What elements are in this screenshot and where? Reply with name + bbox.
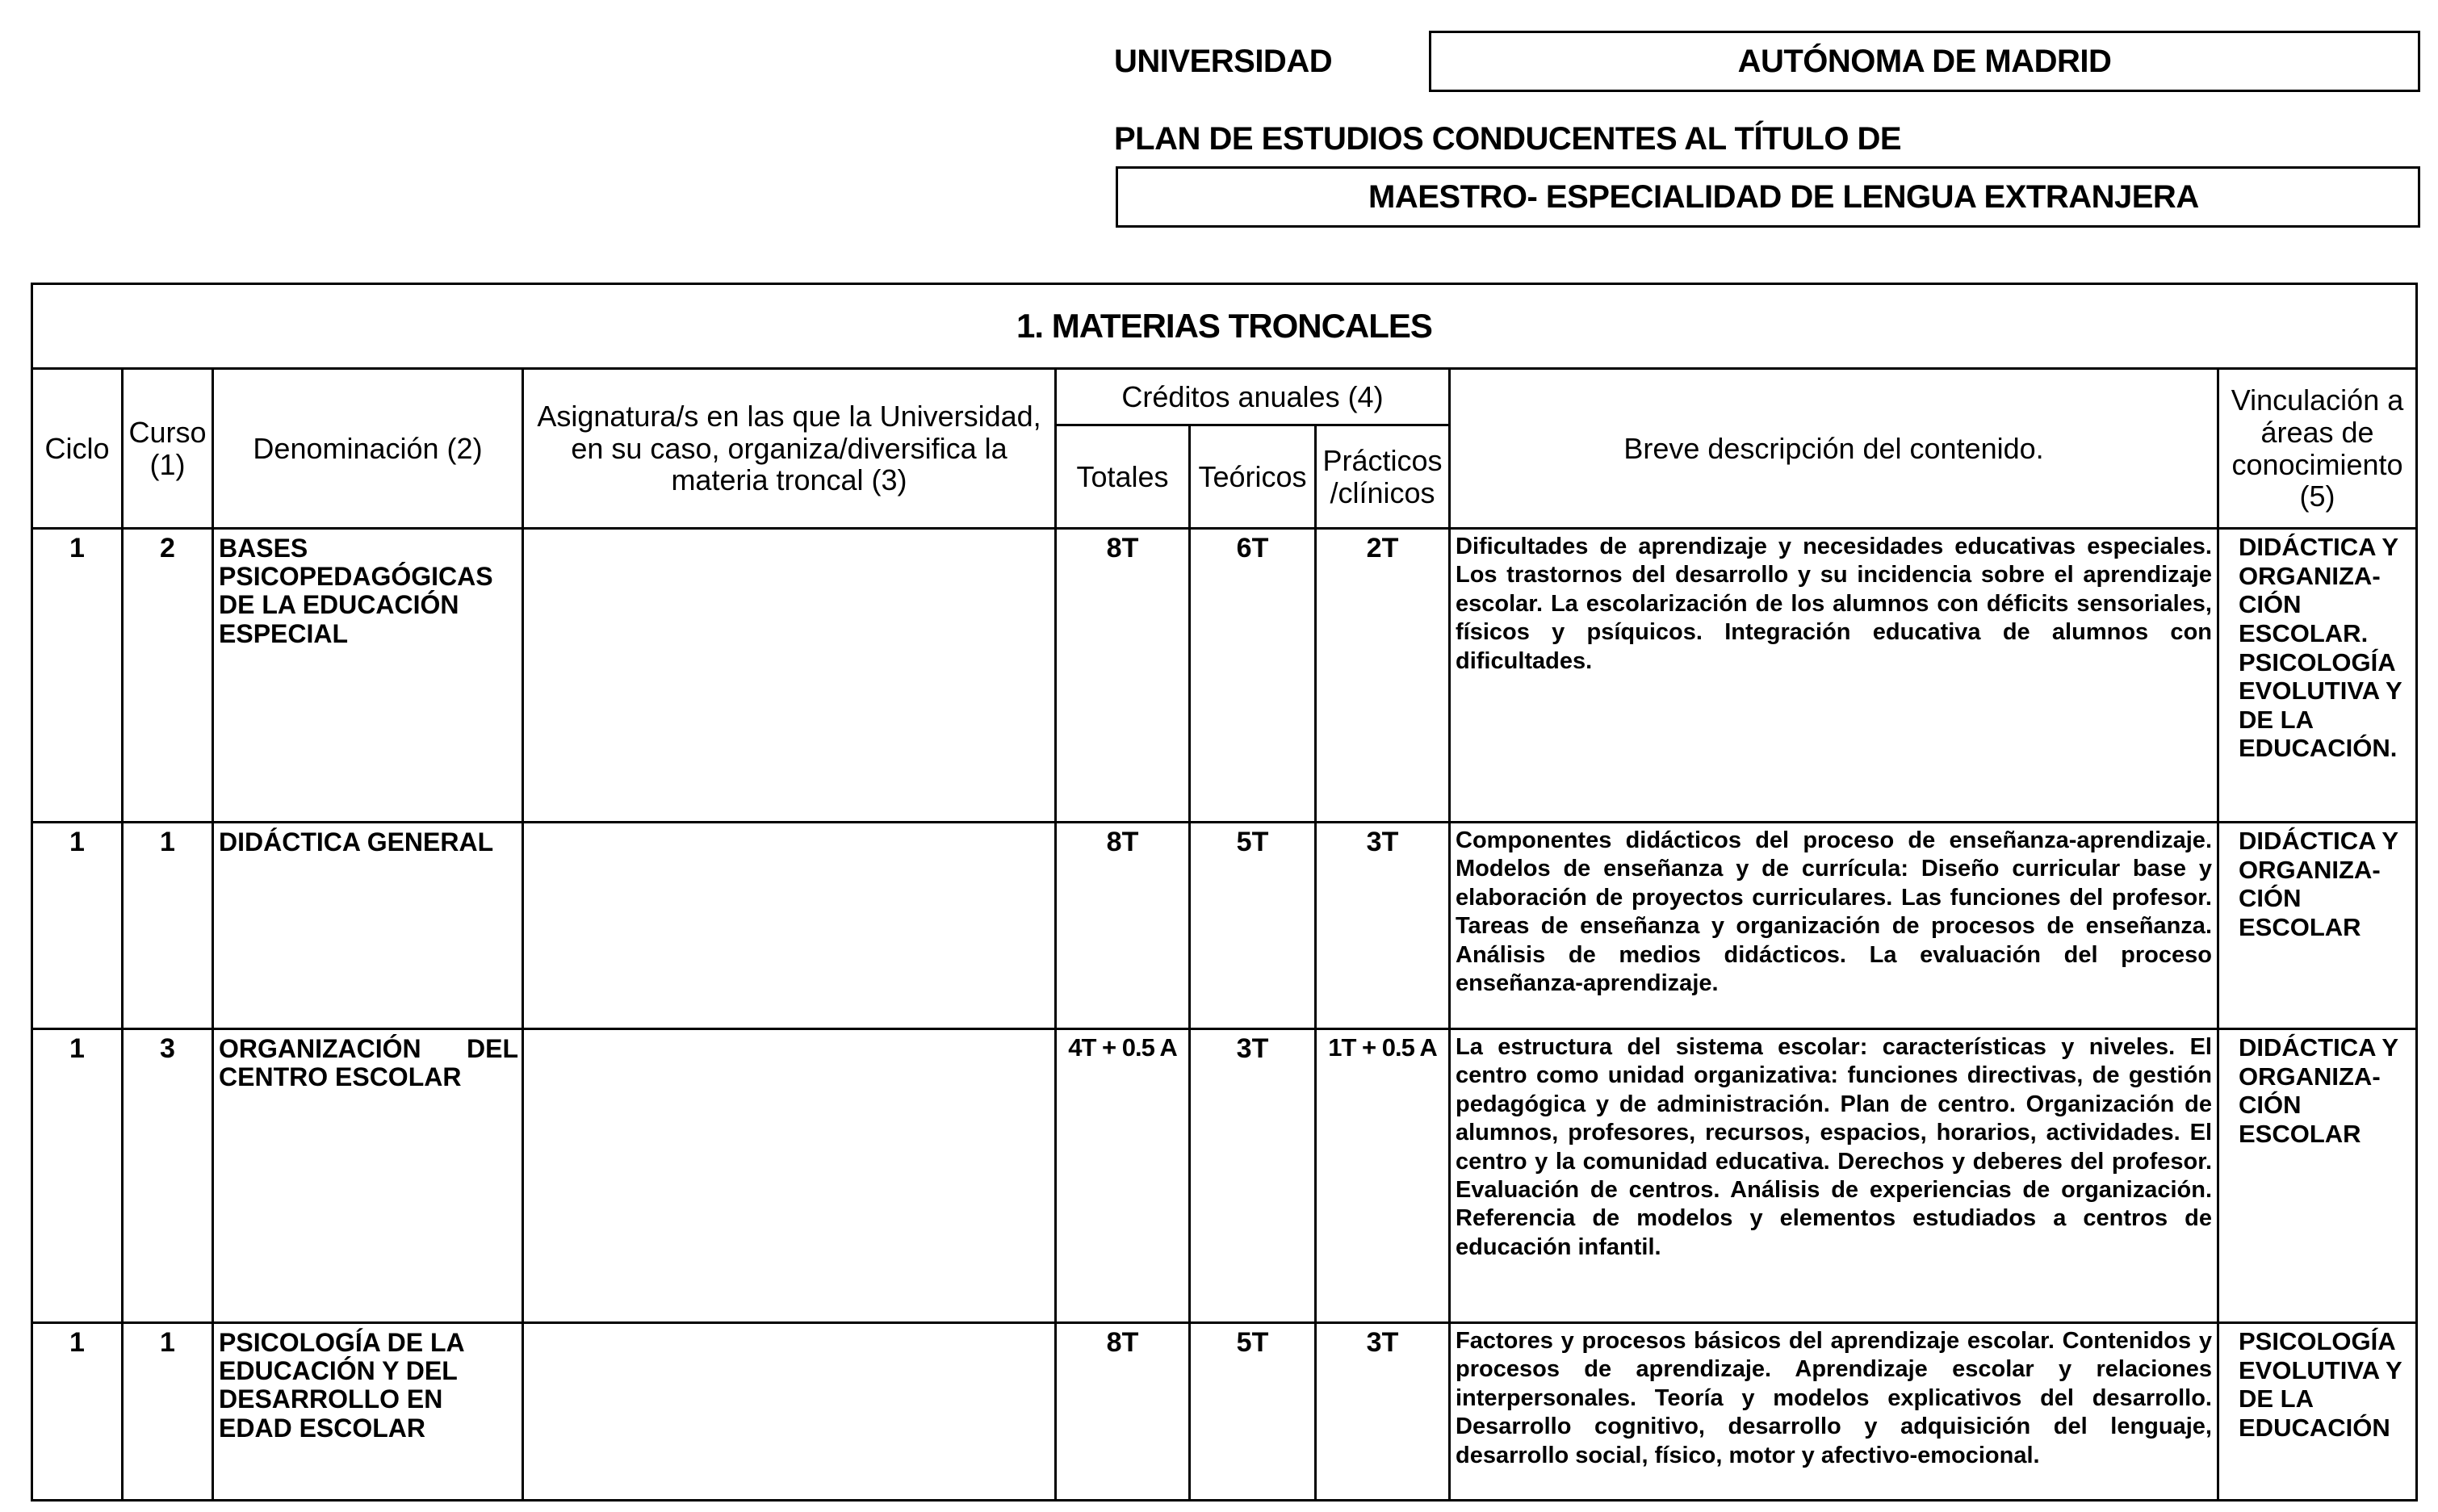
cell-practicos: 3T (1316, 1323, 1450, 1501)
cell-vinculacion: DIDÁCTICA Y ORGANIZA-CIÓN ESCOLAR (2218, 1029, 2417, 1323)
cell-descripcion: Factores y procesos básicos del aprendizaje escolar. Contenidos y procesos de aprendizaje. Aprendizaje escolar y relaciones interpersonales. Teoría y modelos explicativos del desarrollo. Desarrollo cognitivo, desarrollo y adquisición del lenguaje, desarrollo social, físico, motor y afectivo-emocional. (1450, 1323, 2218, 1501)
col-header-ciclo: Ciclo (32, 369, 123, 529)
cell-ciclo: 1 (32, 529, 123, 823)
cell-asignatura (523, 823, 1056, 1029)
col-header-vinculacion: Vinculación a áreas de conocimiento (5) (2218, 369, 2417, 529)
cell-descripcion: Componentes didácticos del proceso de enseñanza-aprendizaje. Modelos de enseñanza y de currícula: Diseño curricular base y elaboración de proyectos curriculares. Las funciones del profesor. Tareas de enseñanza y organización de procesos de enseñanza. Análisis de medios didácticos. La evaluación del proceso enseñanza-aprendizaje. (1450, 823, 2218, 1029)
cell-descripcion: Dificultades de aprendizaje y necesidades educativas especiales. Los trastornos del desarrollo y su incidencia sobre el aprendizaje escolar. La escolarización de los alumnos con déficits sensoriales, físicos y psíquicos. Integración educativa de alumnos con dificultades. (1450, 529, 2218, 823)
col-header-descripcion: Breve descripción del contenido. (1450, 369, 2218, 529)
col-header-totales: Totales (1056, 425, 1190, 529)
col-header-curso: Curso (1) (123, 369, 213, 529)
cell-ciclo: 1 (32, 1029, 123, 1323)
cell-denominacion: PSICOLOGÍA DE LA EDUCACIÓN Y DEL DESARROLLO EN EDAD ESCOLAR (213, 1323, 523, 1501)
cell-vinculacion: PSICOLOGÍA EVOLUTIVA Y DE LA EDUCACIÓN (2218, 1323, 2417, 1501)
degree-name-box: MAESTRO- ESPECIALIDAD DE LENGUA EXTRANJERA (1116, 166, 2420, 228)
cell-practicos: 3T (1316, 823, 1450, 1029)
col-header-asignatura: Asignatura/s en las que la Universidad, en su caso, organiza/diversifica la materia troncal (3) (523, 369, 1056, 529)
university-name-box: AUTÓNOMA DE MADRID (1429, 31, 2420, 92)
cell-practicos: 1T + 0.5 A (1316, 1029, 1450, 1323)
cell-ciclo: 1 (32, 823, 123, 1029)
col-header-denominacion: Denominación (2) (213, 369, 523, 529)
col-header-teoricos: Teóricos (1190, 425, 1316, 529)
cell-asignatura (523, 1029, 1056, 1323)
col-header-creditos: Créditos anuales (4) (1056, 369, 1450, 425)
cell-teoricos: 5T (1190, 1323, 1316, 1501)
materias-troncales-table (31, 283, 2418, 1502)
cell-curso: 1 (123, 1323, 213, 1501)
cell-denominacion: ORGANIZACIÓN DEL CENTRO ESCOLAR (213, 1029, 523, 1323)
cell-ciclo: 1 (32, 1323, 123, 1501)
table-title: 1. MATERIAS TRONCALES (32, 284, 2417, 369)
cell-asignatura (523, 529, 1056, 823)
cell-teoricos: 3T (1190, 1029, 1316, 1323)
cell-totales: 8T (1056, 529, 1190, 823)
cell-totales: 8T (1056, 1323, 1190, 1501)
table-row (32, 1029, 2417, 1323)
cell-vinculacion: DIDÁCTICA Y ORGANIZA-CIÓN ESCOLAR. PSICOLOGÍA EVOLUTIVA Y DE LA EDUCACIÓN. (2218, 529, 2417, 823)
cell-descripcion: La estructura del sistema escolar: características y niveles. El centro como unidad organizativa: funciones directivas, de gestión pedagógica y de administración. Plan de centro. Organización de alumnos, profesores, recursos, espacios, horarios, actividades. El centro y la comunidad educativa. Derechos y deberes del profesor. Evaluación de centros. Análisis de experiencias de organización. Referencia de modelos y elementos estudiados a centros de educación infantil. (1450, 1029, 2218, 1323)
plan-label: PLAN DE ESTUDIOS CONDUCENTES AL TÍTULO DE (1114, 121, 1902, 157)
table-row (32, 529, 2417, 823)
table-row (32, 823, 2417, 1029)
university-label: UNIVERSIDAD (1114, 44, 1333, 79)
cell-teoricos: 6T (1190, 529, 1316, 823)
cell-curso: 2 (123, 529, 213, 823)
cell-asignatura (523, 1323, 1056, 1501)
cell-totales: 8T (1056, 823, 1190, 1029)
cell-vinculacion: DIDÁCTICA Y ORGANIZA-CIÓN ESCOLAR (2218, 823, 2417, 1029)
cell-denominacion: BASES PSICOPEDAGÓGICAS DE LA EDUCACIÓN ESPECIAL (213, 529, 523, 823)
cell-teoricos: 5T (1190, 823, 1316, 1029)
cell-denominacion: DIDÁCTICA GENERAL (213, 823, 523, 1029)
cell-curso: 3 (123, 1029, 213, 1323)
cell-practicos: 2T (1316, 529, 1450, 823)
cell-curso: 1 (123, 823, 213, 1029)
cell-totales: 4T + 0.5 A (1056, 1029, 1190, 1323)
col-header-practicos: Prácticos /clínicos (1316, 425, 1450, 529)
table-row (32, 1323, 2417, 1501)
